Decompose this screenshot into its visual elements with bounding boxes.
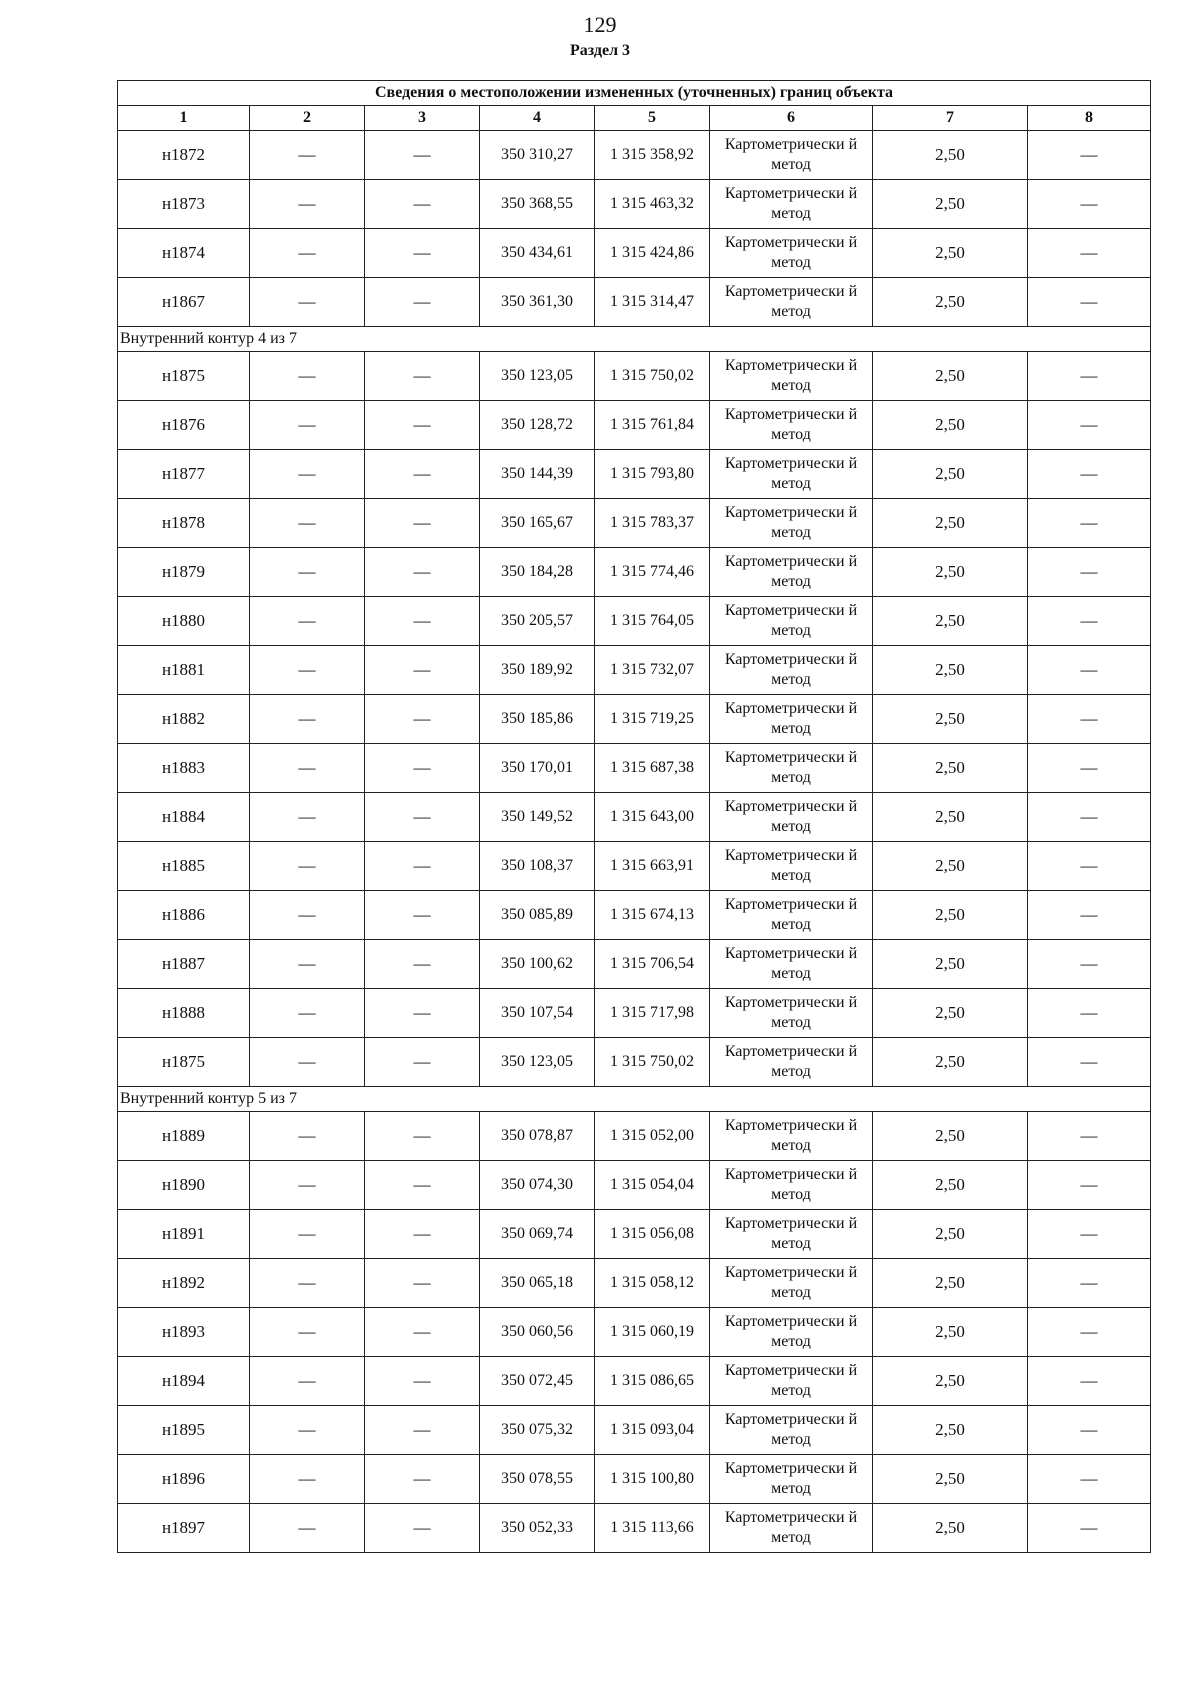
column-number: 7 bbox=[873, 106, 1028, 131]
table-row bbox=[118, 793, 1151, 842]
column-3-cell: — bbox=[365, 744, 480, 793]
column-8-cell: — bbox=[1028, 1308, 1151, 1357]
column-8-cell: — bbox=[1028, 1455, 1151, 1504]
column-8-cell: — bbox=[1028, 842, 1151, 891]
method-cell: Картометрически й метод bbox=[710, 548, 873, 597]
accuracy-cell: 2,50 bbox=[873, 1161, 1028, 1210]
method-cell: Картометрически й метод bbox=[710, 793, 873, 842]
y-coordinate-cell: 1 315 424,86 bbox=[595, 229, 710, 278]
y-coordinate-cell: 1 315 113,66 bbox=[595, 1504, 710, 1553]
method-cell: Картометрически й метод bbox=[710, 1504, 873, 1553]
table-body bbox=[118, 131, 1151, 1553]
column-2-cell: — bbox=[250, 1210, 365, 1259]
method-cell: Картометрически й метод bbox=[710, 695, 873, 744]
boundary-table bbox=[117, 80, 1151, 1553]
column-3-cell: — bbox=[365, 499, 480, 548]
column-number: 3 bbox=[365, 106, 480, 131]
column-8-cell: — bbox=[1028, 352, 1151, 401]
table-row bbox=[118, 891, 1151, 940]
method-cell: Картометрически й метод bbox=[710, 180, 873, 229]
contour-label: Внутренний контур 5 из 7 bbox=[118, 1087, 1151, 1112]
accuracy-cell: 2,50 bbox=[873, 597, 1028, 646]
y-coordinate-cell: 1 315 793,80 bbox=[595, 450, 710, 499]
column-8-cell: — bbox=[1028, 989, 1151, 1038]
contour-header-row bbox=[118, 327, 1151, 352]
column-8-cell: — bbox=[1028, 1357, 1151, 1406]
table-row bbox=[118, 940, 1151, 989]
column-3-cell: — bbox=[365, 548, 480, 597]
point-id-cell: н1882 bbox=[118, 695, 250, 744]
column-3-cell: — bbox=[365, 1259, 480, 1308]
point-id-cell: н1894 bbox=[118, 1357, 250, 1406]
x-coordinate-cell: 350 075,32 bbox=[480, 1406, 595, 1455]
column-3-cell: — bbox=[365, 1308, 480, 1357]
point-id-cell: н1876 bbox=[118, 401, 250, 450]
x-coordinate-cell: 350 123,05 bbox=[480, 1038, 595, 1087]
point-id-cell: н1885 bbox=[118, 842, 250, 891]
table-row bbox=[118, 695, 1151, 744]
column-8-cell: — bbox=[1028, 229, 1151, 278]
column-2-cell: — bbox=[250, 842, 365, 891]
column-3-cell: — bbox=[365, 1406, 480, 1455]
point-id-cell: н1884 bbox=[118, 793, 250, 842]
table-row bbox=[118, 744, 1151, 793]
column-8-cell: — bbox=[1028, 278, 1151, 327]
point-id-cell: н1883 bbox=[118, 744, 250, 793]
column-2-cell: — bbox=[250, 450, 365, 499]
table-row bbox=[118, 352, 1151, 401]
point-id-cell: н1887 bbox=[118, 940, 250, 989]
y-coordinate-cell: 1 315 052,00 bbox=[595, 1112, 710, 1161]
y-coordinate-cell: 1 315 663,91 bbox=[595, 842, 710, 891]
point-id-cell: н1875 bbox=[118, 1038, 250, 1087]
method-cell: Картометрически й метод bbox=[710, 278, 873, 327]
method-cell: Картометрически й метод bbox=[710, 989, 873, 1038]
column-3-cell: — bbox=[365, 1210, 480, 1259]
accuracy-cell: 2,50 bbox=[873, 1259, 1028, 1308]
column-number: 8 bbox=[1028, 106, 1151, 131]
column-3-cell: — bbox=[365, 695, 480, 744]
point-id-cell: н1875 bbox=[118, 352, 250, 401]
column-3-cell: — bbox=[365, 278, 480, 327]
accuracy-cell: 2,50 bbox=[873, 278, 1028, 327]
column-8-cell: — bbox=[1028, 695, 1151, 744]
table-title: Сведения о местоположении измененных (уточненных) границ объекта bbox=[118, 81, 1151, 106]
accuracy-cell: 2,50 bbox=[873, 131, 1028, 180]
accuracy-cell: 2,50 bbox=[873, 891, 1028, 940]
column-8-cell: — bbox=[1028, 1038, 1151, 1087]
column-2-cell: — bbox=[250, 1308, 365, 1357]
accuracy-cell: 2,50 bbox=[873, 352, 1028, 401]
column-2-cell: — bbox=[250, 597, 365, 646]
table-row bbox=[118, 180, 1151, 229]
point-id-cell: н1889 bbox=[118, 1112, 250, 1161]
table-row bbox=[118, 1455, 1151, 1504]
table-row bbox=[118, 450, 1151, 499]
column-3-cell: — bbox=[365, 352, 480, 401]
point-id-cell: н1892 bbox=[118, 1259, 250, 1308]
accuracy-cell: 2,50 bbox=[873, 1357, 1028, 1406]
page-number: 129 bbox=[583, 12, 617, 37]
x-coordinate-cell: 350 184,28 bbox=[480, 548, 595, 597]
column-3-cell: — bbox=[365, 1038, 480, 1087]
column-number: 4 bbox=[480, 106, 595, 131]
x-coordinate-cell: 350 170,01 bbox=[480, 744, 595, 793]
table-row bbox=[118, 1038, 1151, 1087]
section-title: Раздел 3 bbox=[569, 42, 631, 59]
column-8-cell: — bbox=[1028, 1406, 1151, 1455]
accuracy-cell: 2,50 bbox=[873, 548, 1028, 597]
column-number: 6 bbox=[710, 106, 873, 131]
accuracy-cell: 2,50 bbox=[873, 450, 1028, 499]
column-8-cell: — bbox=[1028, 401, 1151, 450]
y-coordinate-cell: 1 315 086,65 bbox=[595, 1357, 710, 1406]
accuracy-cell: 2,50 bbox=[873, 229, 1028, 278]
column-8-cell: — bbox=[1028, 891, 1151, 940]
accuracy-cell: 2,50 bbox=[873, 1504, 1028, 1553]
method-cell: Картометрически й метод bbox=[710, 401, 873, 450]
column-2-cell: — bbox=[250, 695, 365, 744]
column-3-cell: — bbox=[365, 793, 480, 842]
column-3-cell: — bbox=[365, 1161, 480, 1210]
column-2-cell: — bbox=[250, 1357, 365, 1406]
column-3-cell: — bbox=[365, 1504, 480, 1553]
table-row bbox=[118, 1406, 1151, 1455]
point-id-cell: н1879 bbox=[118, 548, 250, 597]
column-8-cell: — bbox=[1028, 1259, 1151, 1308]
column-2-cell: — bbox=[250, 1112, 365, 1161]
column-2-cell: — bbox=[250, 352, 365, 401]
point-id-cell: н1880 bbox=[118, 597, 250, 646]
point-id-cell: н1881 bbox=[118, 646, 250, 695]
column-2-cell: — bbox=[250, 401, 365, 450]
point-id-cell: н1872 bbox=[118, 131, 250, 180]
x-coordinate-cell: 350 085,89 bbox=[480, 891, 595, 940]
column-8-cell: — bbox=[1028, 1161, 1151, 1210]
column-3-cell: — bbox=[365, 180, 480, 229]
accuracy-cell: 2,50 bbox=[873, 401, 1028, 450]
point-id-cell: н1893 bbox=[118, 1308, 250, 1357]
method-cell: Картометрически й метод bbox=[710, 1210, 873, 1259]
method-cell: Картометрически й метод bbox=[710, 1112, 873, 1161]
y-coordinate-cell: 1 315 706,54 bbox=[595, 940, 710, 989]
method-cell: Картометрически й метод bbox=[710, 352, 873, 401]
table-row bbox=[118, 1259, 1151, 1308]
y-coordinate-cell: 1 315 783,37 bbox=[595, 499, 710, 548]
y-coordinate-cell: 1 315 093,04 bbox=[595, 1406, 710, 1455]
method-cell: Картометрически й метод bbox=[710, 842, 873, 891]
column-3-cell: — bbox=[365, 229, 480, 278]
y-coordinate-cell: 1 315 314,47 bbox=[595, 278, 710, 327]
column-8-cell: — bbox=[1028, 548, 1151, 597]
accuracy-cell: 2,50 bbox=[873, 1038, 1028, 1087]
column-3-cell: — bbox=[365, 646, 480, 695]
y-coordinate-cell: 1 315 060,19 bbox=[595, 1308, 710, 1357]
x-coordinate-cell: 350 107,54 bbox=[480, 989, 595, 1038]
column-3-cell: — bbox=[365, 131, 480, 180]
column-8-cell: — bbox=[1028, 597, 1151, 646]
table-row bbox=[118, 1112, 1151, 1161]
column-number: 1 bbox=[118, 106, 250, 131]
table-row bbox=[118, 278, 1151, 327]
point-id-cell: н1896 bbox=[118, 1455, 250, 1504]
y-coordinate-cell: 1 315 687,38 bbox=[595, 744, 710, 793]
x-coordinate-cell: 350 069,74 bbox=[480, 1210, 595, 1259]
y-coordinate-cell: 1 315 732,07 bbox=[595, 646, 710, 695]
x-coordinate-cell: 350 108,37 bbox=[480, 842, 595, 891]
x-coordinate-cell: 350 189,92 bbox=[480, 646, 595, 695]
contour-header-row bbox=[118, 1087, 1151, 1112]
table-row bbox=[118, 1308, 1151, 1357]
x-coordinate-cell: 350 185,86 bbox=[480, 695, 595, 744]
y-coordinate-cell: 1 315 100,80 bbox=[595, 1455, 710, 1504]
x-coordinate-cell: 350 434,61 bbox=[480, 229, 595, 278]
column-2-cell: — bbox=[250, 989, 365, 1038]
method-cell: Картометрически й метод bbox=[710, 229, 873, 278]
method-cell: Картометрически й метод bbox=[710, 1259, 873, 1308]
y-coordinate-cell: 1 315 719,25 bbox=[595, 695, 710, 744]
table-row bbox=[118, 1210, 1151, 1259]
y-coordinate-cell: 1 315 643,00 bbox=[595, 793, 710, 842]
column-number: 5 bbox=[595, 106, 710, 131]
column-2-cell: — bbox=[250, 1504, 365, 1553]
column-8-cell: — bbox=[1028, 940, 1151, 989]
column-8-cell: — bbox=[1028, 1504, 1151, 1553]
point-id-cell: н1888 bbox=[118, 989, 250, 1038]
accuracy-cell: 2,50 bbox=[873, 744, 1028, 793]
point-id-cell: н1877 bbox=[118, 450, 250, 499]
column-3-cell: — bbox=[365, 1112, 480, 1161]
column-2-cell: — bbox=[250, 278, 365, 327]
method-cell: Картометрически й метод bbox=[710, 1161, 873, 1210]
column-8-cell: — bbox=[1028, 131, 1151, 180]
accuracy-cell: 2,50 bbox=[873, 842, 1028, 891]
x-coordinate-cell: 350 065,18 bbox=[480, 1259, 595, 1308]
column-8-cell: — bbox=[1028, 744, 1151, 793]
y-coordinate-cell: 1 315 764,05 bbox=[595, 597, 710, 646]
column-2-cell: — bbox=[250, 1038, 365, 1087]
accuracy-cell: 2,50 bbox=[873, 695, 1028, 744]
column-2-cell: — bbox=[250, 499, 365, 548]
point-id-cell: н1873 bbox=[118, 180, 250, 229]
table-row bbox=[118, 499, 1151, 548]
accuracy-cell: 2,50 bbox=[873, 989, 1028, 1038]
method-cell: Картометрически й метод bbox=[710, 131, 873, 180]
accuracy-cell: 2,50 bbox=[873, 180, 1028, 229]
column-3-cell: — bbox=[365, 1455, 480, 1504]
column-2-cell: — bbox=[250, 744, 365, 793]
accuracy-cell: 2,50 bbox=[873, 1308, 1028, 1357]
table-row bbox=[118, 131, 1151, 180]
method-cell: Картометрически й метод bbox=[710, 646, 873, 695]
y-coordinate-cell: 1 315 674,13 bbox=[595, 891, 710, 940]
method-cell: Картометрически й метод bbox=[710, 940, 873, 989]
y-coordinate-cell: 1 315 056,08 bbox=[595, 1210, 710, 1259]
x-coordinate-cell: 350 072,45 bbox=[480, 1357, 595, 1406]
point-id-cell: н1874 bbox=[118, 229, 250, 278]
column-2-cell: — bbox=[250, 1406, 365, 1455]
column-3-cell: — bbox=[365, 940, 480, 989]
x-coordinate-cell: 350 144,39 bbox=[480, 450, 595, 499]
column-number-row bbox=[118, 106, 1151, 131]
method-cell: Картометрически й метод bbox=[710, 1455, 873, 1504]
contour-label: Внутренний контур 4 из 7 bbox=[118, 327, 1151, 352]
column-2-cell: — bbox=[250, 891, 365, 940]
x-coordinate-cell: 350 074,30 bbox=[480, 1161, 595, 1210]
x-coordinate-cell: 350 078,55 bbox=[480, 1455, 595, 1504]
accuracy-cell: 2,50 bbox=[873, 1406, 1028, 1455]
column-2-cell: — bbox=[250, 1259, 365, 1308]
column-8-cell: — bbox=[1028, 1112, 1151, 1161]
column-2-cell: — bbox=[250, 548, 365, 597]
point-id-cell: н1878 bbox=[118, 499, 250, 548]
x-coordinate-cell: 350 128,72 bbox=[480, 401, 595, 450]
y-coordinate-cell: 1 315 774,46 bbox=[595, 548, 710, 597]
accuracy-cell: 2,50 bbox=[873, 940, 1028, 989]
column-3-cell: — bbox=[365, 597, 480, 646]
method-cell: Картометрически й метод bbox=[710, 1308, 873, 1357]
column-2-cell: — bbox=[250, 940, 365, 989]
table-row bbox=[118, 229, 1151, 278]
method-cell: Картометрически й метод bbox=[710, 891, 873, 940]
accuracy-cell: 2,50 bbox=[873, 646, 1028, 695]
table-row bbox=[118, 1161, 1151, 1210]
method-cell: Картометрически й метод bbox=[710, 1406, 873, 1455]
point-id-cell: н1890 bbox=[118, 1161, 250, 1210]
accuracy-cell: 2,50 bbox=[873, 1112, 1028, 1161]
y-coordinate-cell: 1 315 761,84 bbox=[595, 401, 710, 450]
column-3-cell: — bbox=[365, 989, 480, 1038]
column-3-cell: — bbox=[365, 1357, 480, 1406]
x-coordinate-cell: 350 310,27 bbox=[480, 131, 595, 180]
column-2-cell: — bbox=[250, 180, 365, 229]
y-coordinate-cell: 1 315 463,32 bbox=[595, 180, 710, 229]
table-row bbox=[118, 597, 1151, 646]
point-id-cell: н1897 bbox=[118, 1504, 250, 1553]
x-coordinate-cell: 350 078,87 bbox=[480, 1112, 595, 1161]
column-2-cell: — bbox=[250, 131, 365, 180]
column-3-cell: — bbox=[365, 842, 480, 891]
x-coordinate-cell: 350 052,33 bbox=[480, 1504, 595, 1553]
method-cell: Картометрически й метод bbox=[710, 450, 873, 499]
table-row bbox=[118, 401, 1151, 450]
column-number: 2 bbox=[250, 106, 365, 131]
method-cell: Картометрически й метод bbox=[710, 597, 873, 646]
table-row bbox=[118, 1504, 1151, 1553]
method-cell: Картометрически й метод bbox=[710, 1357, 873, 1406]
point-id-cell: н1895 bbox=[118, 1406, 250, 1455]
column-8-cell: — bbox=[1028, 180, 1151, 229]
point-id-cell: н1867 bbox=[118, 278, 250, 327]
table-row bbox=[118, 1357, 1151, 1406]
table-row bbox=[118, 548, 1151, 597]
table-row bbox=[118, 646, 1151, 695]
column-2-cell: — bbox=[250, 1455, 365, 1504]
x-coordinate-cell: 350 123,05 bbox=[480, 352, 595, 401]
method-cell: Картометрически й метод bbox=[710, 499, 873, 548]
method-cell: Картометрически й метод bbox=[710, 1038, 873, 1087]
x-coordinate-cell: 350 361,30 bbox=[480, 278, 595, 327]
x-coordinate-cell: 350 100,62 bbox=[480, 940, 595, 989]
column-8-cell: — bbox=[1028, 793, 1151, 842]
x-coordinate-cell: 350 368,55 bbox=[480, 180, 595, 229]
y-coordinate-cell: 1 315 717,98 bbox=[595, 989, 710, 1038]
x-coordinate-cell: 350 205,57 bbox=[480, 597, 595, 646]
column-2-cell: — bbox=[250, 229, 365, 278]
column-2-cell: — bbox=[250, 1161, 365, 1210]
y-coordinate-cell: 1 315 054,04 bbox=[595, 1161, 710, 1210]
accuracy-cell: 2,50 bbox=[873, 1210, 1028, 1259]
x-coordinate-cell: 350 149,52 bbox=[480, 793, 595, 842]
x-coordinate-cell: 350 165,67 bbox=[480, 499, 595, 548]
accuracy-cell: 2,50 bbox=[873, 793, 1028, 842]
x-coordinate-cell: 350 060,56 bbox=[480, 1308, 595, 1357]
column-3-cell: — bbox=[365, 450, 480, 499]
point-id-cell: н1886 bbox=[118, 891, 250, 940]
y-coordinate-cell: 1 315 358,92 bbox=[595, 131, 710, 180]
y-coordinate-cell: 1 315 058,12 bbox=[595, 1259, 710, 1308]
column-8-cell: — bbox=[1028, 499, 1151, 548]
method-cell: Картометрически й метод bbox=[710, 744, 873, 793]
column-3-cell: — bbox=[365, 891, 480, 940]
table-row bbox=[118, 842, 1151, 891]
column-3-cell: — bbox=[365, 401, 480, 450]
y-coordinate-cell: 1 315 750,02 bbox=[595, 352, 710, 401]
point-id-cell: н1891 bbox=[118, 1210, 250, 1259]
accuracy-cell: 2,50 bbox=[873, 1455, 1028, 1504]
table-row bbox=[118, 989, 1151, 1038]
column-8-cell: — bbox=[1028, 450, 1151, 499]
y-coordinate-cell: 1 315 750,02 bbox=[595, 1038, 710, 1087]
column-2-cell: — bbox=[250, 646, 365, 695]
accuracy-cell: 2,50 bbox=[873, 499, 1028, 548]
column-8-cell: — bbox=[1028, 646, 1151, 695]
column-2-cell: — bbox=[250, 793, 365, 842]
column-8-cell: — bbox=[1028, 1210, 1151, 1259]
